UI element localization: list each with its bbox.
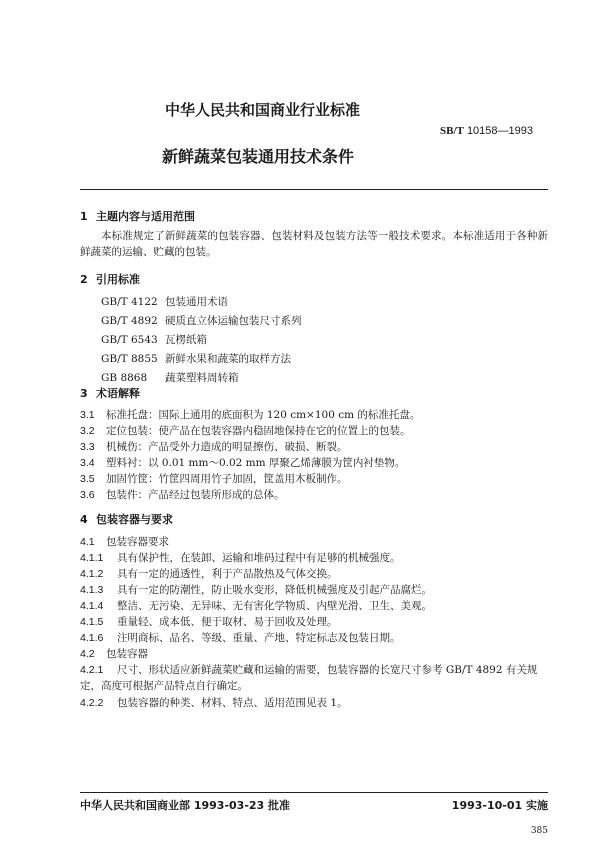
reference-code: GB/T 4892 [101,315,158,327]
item-text: 塑料衬：以 0.01 mm～0.02 mm 厚聚乙烯薄膜为筐内衬垫物。 [106,457,406,469]
item-text: 包装件：产品经过包装所形成的总体。 [106,489,285,501]
term-item [80,423,411,438]
section-number: 3 [80,387,88,400]
reference-title: 瓦楞纸箱 [165,334,207,346]
item-text: 加固竹筐：竹筐四周用竹子加固，筐盖用木板制作。 [106,473,348,485]
section-3-heading [80,385,140,401]
item-number: 4.1.5 [80,616,104,628]
item-number: 3.3 [80,441,95,453]
item-number: 3.1 [80,409,95,421]
requirement-item [80,614,338,629]
item-text: 尺寸、形状适应新鲜蔬菜贮藏和运输的需要，包装容器的长宽尺寸参考 GB/T 4892 有关规定，高度可根据产品特点自行确定。 [80,664,538,692]
item-number: 4.1.4 [80,600,104,612]
implementation-date: 1993-10-01 实施 [451,799,548,812]
page-number: 385 [530,826,548,836]
reference-title: 硬质直立体运输包装尺寸系列 [165,315,302,327]
reference-title: 包装通用术语 [165,296,228,308]
requirement-item [80,646,148,661]
reference-item [101,351,291,366]
item-text: 定位包装：使产品在包装容器内稳固地保持在它的位置上的包装。 [106,425,411,437]
issuer-title: 中华人民共和国商业行业标准 [165,101,361,119]
item-number: 3.6 [80,489,95,501]
reference-title: 蔬菜塑料周转箱 [165,372,239,384]
item-number: 4.1.3 [80,584,104,596]
term-item [80,471,348,486]
section-1-paragraph: 本标准规定了新鲜蔬菜的包装容器、包装材料及包装方法等一般技术要求。本标准适用于各种新鲜蔬菜的运输、贮藏的包装。 [80,230,548,258]
requirement-item [80,662,548,694]
item-text: 标准托盘：国际上通用的底面积为 120 cm×100 cm 的标准托盘。 [106,409,421,421]
header-rule [80,189,548,190]
section-1-heading [80,208,195,224]
section-4-heading [80,511,173,527]
item-text: 具有一定的防潮性，防止吸水变形，降低机械强度及引起产品腐烂。 [117,584,432,596]
section-number: 2 [80,273,88,286]
section-title: 包装容器与要求 [96,513,173,526]
item-number: 3.4 [80,457,95,469]
section-title: 术语解释 [96,387,140,400]
standard-prefix: SB/T [440,125,464,137]
term-item [80,487,285,502]
item-number: 4.1.6 [80,632,104,644]
reference-item [101,294,228,309]
item-text: 包装容器 [106,648,148,660]
requirement-item [80,695,348,710]
requirement-item [80,550,401,565]
item-text: 注明商标、品名、等级、重量、产地、特定标志及包装日期。 [117,632,401,644]
item-number: 4.2.1 [80,664,104,676]
item-text: 重量轻、成本低、便于取材、易于回收及处理。 [117,616,338,628]
standard-code: 10158—1993 [466,125,533,137]
item-text: 机械伤：产品受外力造成的明显擦伤、破损、断裂。 [106,441,348,453]
standard-number [440,125,533,137]
requirement-item [80,582,432,597]
item-number: 4.1 [80,536,95,548]
reference-code: GB 8868 [101,372,148,384]
requirement-item [80,630,401,645]
footer-rule [80,792,548,793]
item-number: 4.1.2 [80,568,104,580]
section-number: 4 [80,513,88,526]
reference-item [101,332,207,347]
item-text: 包装容器的种类、材料、特点、适用范围见表 1。 [117,697,348,709]
item-number: 3.5 [80,473,95,485]
reference-code: GB/T 6543 [101,334,158,346]
section-number: 1 [80,210,88,223]
section-2-heading [80,271,140,287]
term-item [80,455,405,470]
item-text: 包装容器要求 [106,536,169,548]
requirement-item [80,534,169,549]
approval-date: 中华人民共和国商业部 1993-03-23 批准 [80,799,291,812]
reference-item [101,313,302,328]
requirement-item [80,566,338,581]
item-number: 4.2 [80,648,95,660]
term-item [80,439,348,454]
document-title: 新鲜蔬菜包装通用技术条件 [162,147,355,166]
reference-code: GB/T 4122 [101,296,158,308]
item-text: 具有一定的通透性，利于产品散热及气体交换。 [117,568,338,580]
requirement-item [80,598,432,613]
item-text: 整洁、无污染、无异味、无有害化学物质、内壁光滑、卫生、美观。 [117,600,432,612]
item-text: 具有保护性，在装卸、运输和堆码过程中有足够的机械强度。 [117,552,401,564]
reference-item [101,370,239,385]
section-title: 引用标准 [96,273,140,286]
item-number: 4.2.2 [80,697,104,709]
section-title: 主题内容与适用范围 [96,210,195,223]
term-item [80,407,420,422]
item-number: 3.2 [80,425,95,437]
reference-code: GB/T 8855 [101,353,158,365]
item-number: 4.1.1 [80,552,104,564]
reference-title: 新鲜水果和蔬菜的取样方法 [165,353,291,365]
